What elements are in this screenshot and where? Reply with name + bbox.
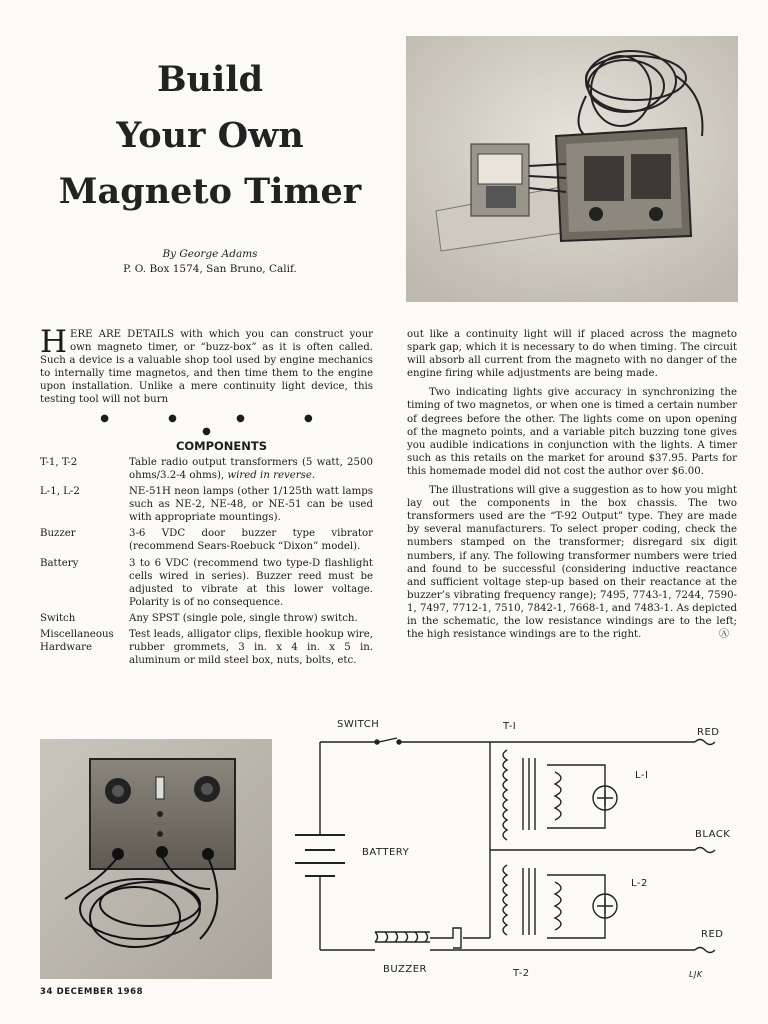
title-line-2: Your Own [116, 115, 304, 156]
component-row [40, 557, 373, 609]
label-battery: BATTERY [362, 847, 410, 858]
component-label: L-1, L-2 [40, 486, 80, 498]
author: By George Adams [162, 248, 258, 260]
photo-timer-assembly [406, 36, 738, 302]
component-row [40, 612, 373, 625]
label-initials: LJK [689, 970, 703, 979]
component-desc: 3 to 6 VDC (recommend two type-D flashlight cells wired in series). Buzzer reed must be adjusted to vibrate at this lower voltage. Polarity is of no consequence. [129, 557, 373, 608]
intro-text: ERE ARE DETAILS with which you can construct your own magneto timer, or “buzz-box” as it is often called. Such a device is a valuable shop tool used by engine mechanics to internally time magnetos, and then time them to the engine upon installation. Unlike a mere continuity light device, this testing tool will not burn [40, 329, 373, 406]
byline [80, 247, 340, 277]
component-label: T-1, T-2 [40, 456, 78, 468]
component-row [40, 485, 373, 524]
right-paragraph-3: The illustrations will give a suggestion as to how you might lay out the components in the box chassis. The two transformers used are the “T-92 Output” type. They are made by several manufacturers. To select proper coding, check the numbers stamped on the transformer; disregard six digit numbers, if any. The following transformer numbers were tried and found to be successful (considering inductive reactance and sufficient voltage step-up based on their reactance at the buzzer’s vibrating frequency range); 7495, 7743-1, 7244, 7590-1, 7497, 7712-1, 7510, 7842-1, 7668-1, and 7483-1. As depicted in the schematic, the low resistance windings are to the left; the high resistance windings are to the right. Ⓐ [407, 485, 737, 641]
photo-finished-timer [40, 739, 272, 979]
right-column [407, 328, 737, 647]
component-desc: Any SPST (single pole, single throw) switch. [129, 612, 358, 624]
label-red-top: RED [697, 727, 720, 738]
separator-dots: ● ● ● ● ● [100, 412, 341, 437]
drop-cap: H [40, 324, 68, 360]
component-row [40, 628, 373, 667]
timer-assembly-illustration [406, 36, 738, 302]
right-paragraph-1: out like a continuity light will if placed across the magneto spark gap, which it is necessary to do when timing. The circuit will absorb all current from the magneto with no danger of the engine firing while adjustments are being made. [407, 329, 737, 380]
components-list [40, 456, 373, 667]
component-label: Battery [40, 557, 79, 569]
right-paragraph-2: Two indicating lights give accuracy in synchronizing the timing of two magnetos, or when one is timed a certain number of degrees before the other. The lights come on upon opening of the magneto points, and a variable pitch buzzing tone gives you audible indications in conjunction with the lights. A timer such as this retails on the market for around $37.95. Parts for this homemade model did not cost the author over $6.00. [407, 387, 737, 477]
label-t1: T-I [503, 721, 517, 732]
component-label: Switch [40, 612, 76, 624]
components-heading: COMPONENTS [175, 438, 268, 453]
end-mark-icon: Ⓐ [718, 629, 729, 641]
title-line-1: Build [156, 59, 264, 100]
component-label: Buzzer [40, 528, 76, 540]
component-desc: Table radio output transformers (5 watt, 2500 ohms/3.2-4 ohms), wired in reverse. [129, 456, 373, 481]
component-desc: 3-6 VDC door buzzer type vibrator (recommend Sears-Roebuck “Dixon” model). [129, 528, 373, 553]
left-column [40, 324, 373, 670]
label-buzzer: BUZZER [383, 964, 427, 975]
component-desc: NE-51H neon lamps (other 1/125th watt lamps such as NE-2, NE-48, or NE-51 can be used with appropriate mountings). [129, 486, 373, 524]
label-t2: T-2 [513, 968, 530, 979]
schematic-wiring [295, 738, 715, 953]
intro-paragraph [40, 324, 373, 407]
address: P. O. Box 1574, San Bruno, Calif. [123, 263, 297, 275]
component-label: Miscellaneous Hardware [40, 628, 114, 654]
label-red-bottom: RED [701, 929, 724, 940]
label-l1: L-I [635, 770, 649, 781]
component-row [40, 527, 373, 553]
article-title [40, 52, 380, 220]
label-switch: SWITCH [337, 719, 380, 730]
page-footer: 34 DECEMBER 1968 [40, 987, 144, 997]
component-row [40, 456, 373, 482]
title-line-3: Magneto Timer [58, 171, 362, 212]
label-black: BLACK [695, 829, 731, 840]
circuit-schematic [285, 710, 745, 982]
component-desc: Test leads, alligator clips, flexible hookup wire, rubber grommets, 3 in. x 4 in. x 5 in. aluminum or mild steel box, nuts, bolts, etc. [129, 628, 373, 667]
finished-timer-illustration [40, 739, 272, 979]
label-l2: L-2 [631, 878, 648, 889]
